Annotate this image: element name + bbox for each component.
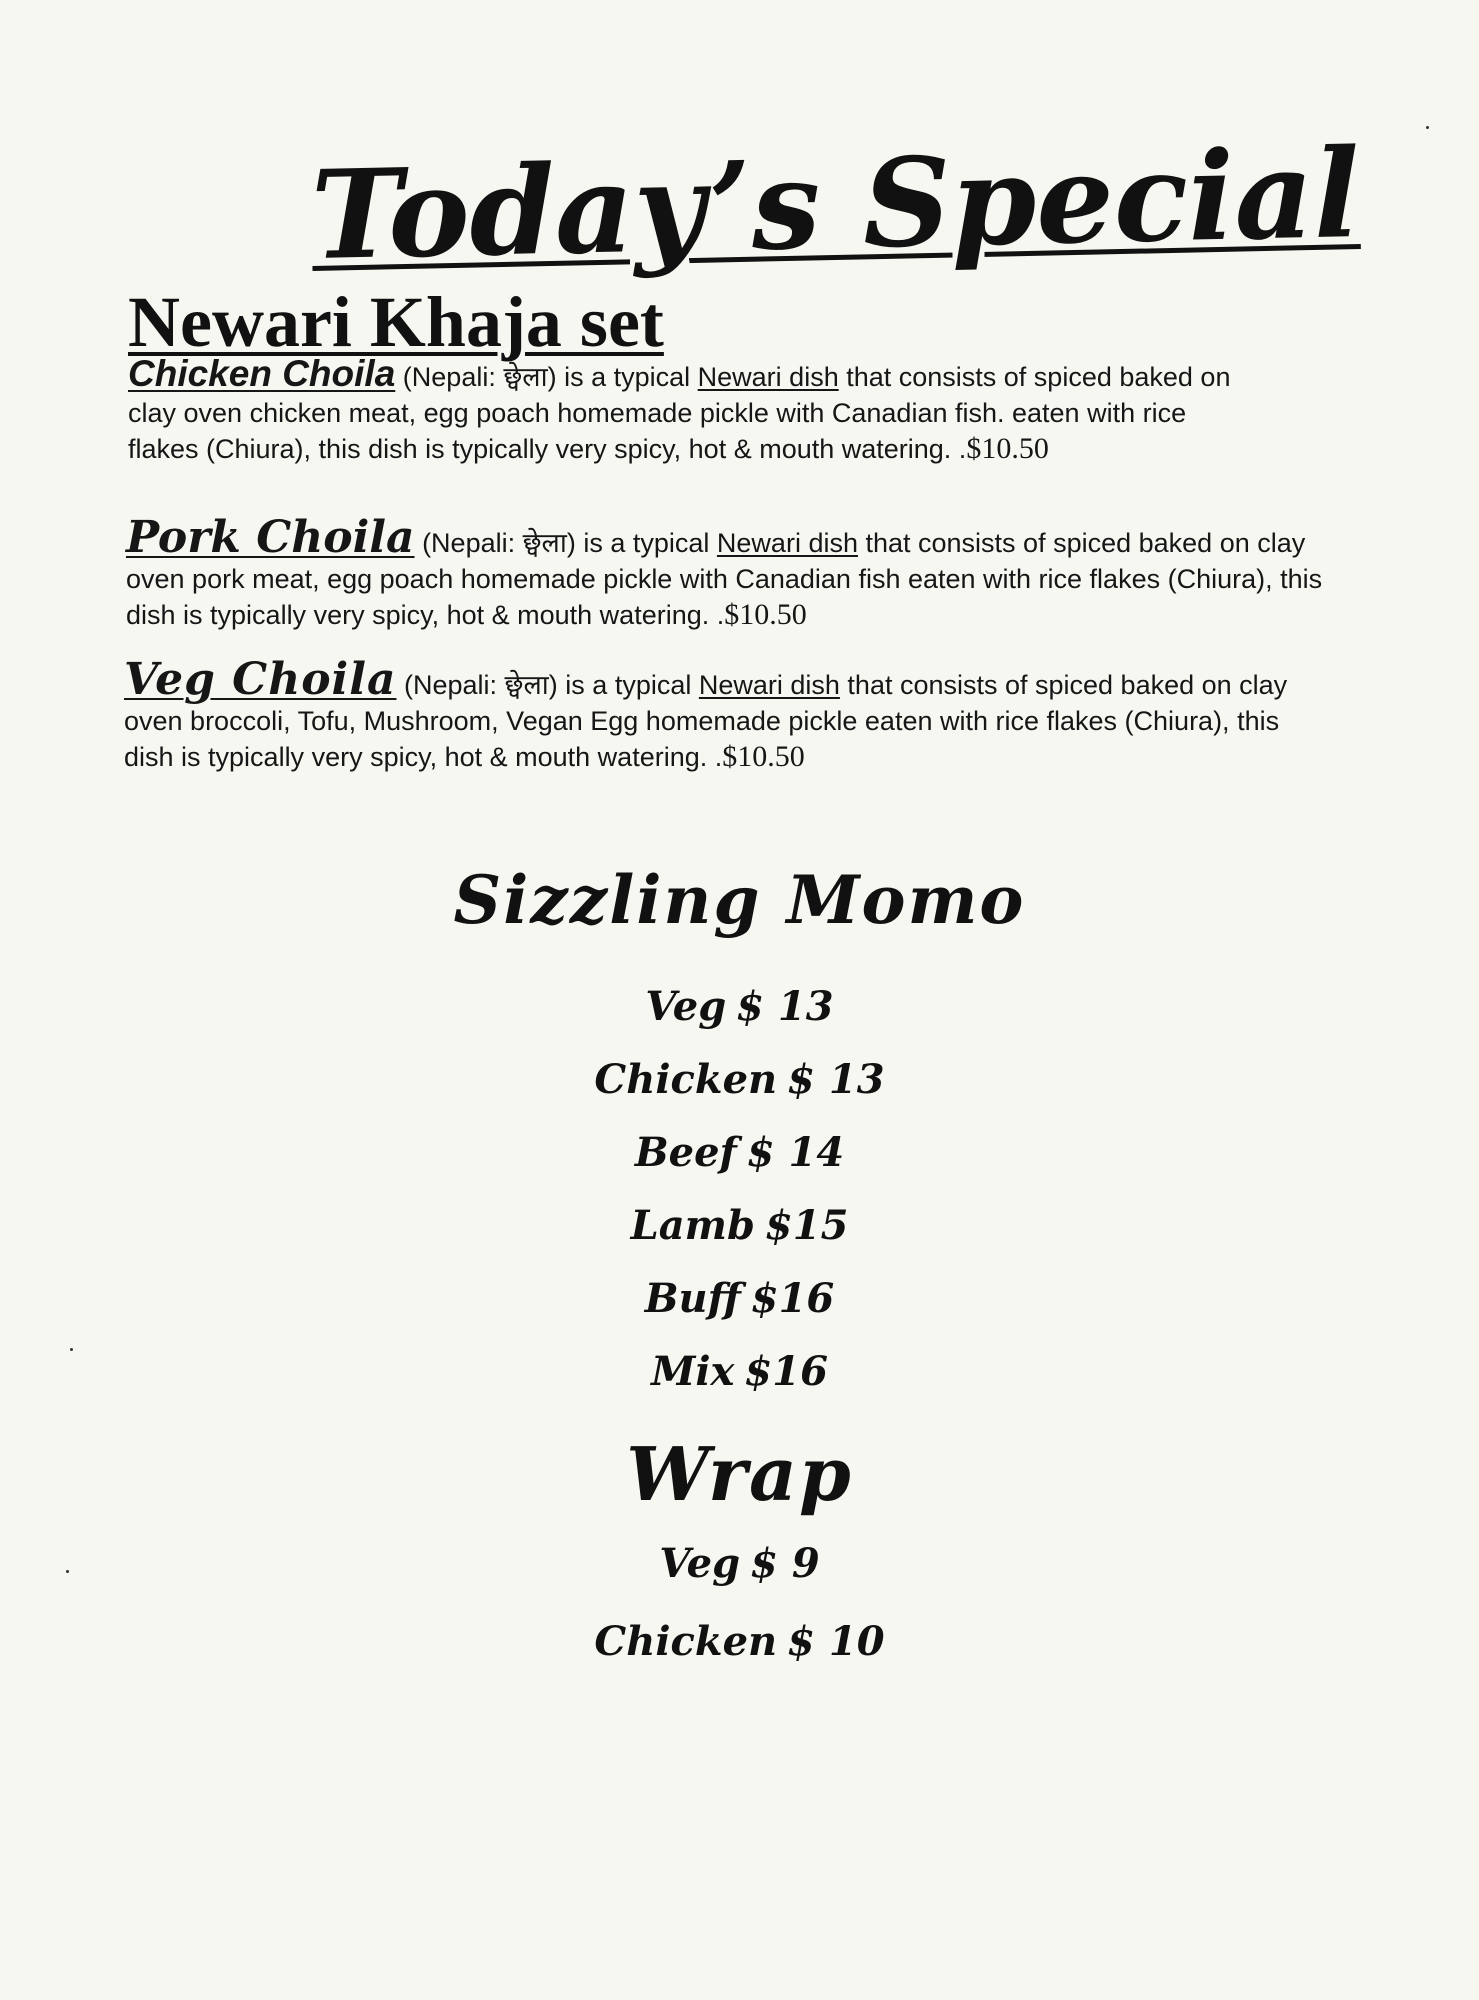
item-price: $10.50 (722, 740, 805, 773)
item-name: Veg (659, 1540, 741, 1587)
item-name: Chicken Choila (128, 353, 396, 394)
wrap-title: Wrap (626, 1432, 853, 1518)
item-text: is a typical (575, 528, 717, 558)
item-price: $ 14 (746, 1129, 845, 1176)
paper-speck (66, 1570, 69, 1573)
wrap-list (0, 1525, 1479, 1681)
item-description: that consists of spiced baked on clay oven broccoli, Tofu, Mushroom, Vegan Egg homemade pickle eaten with rice flakes (Chiura), this dish is typically very spicy, hot & mouth watering. . (124, 670, 1288, 772)
item-name: Beef (634, 1129, 737, 1176)
item-description: that consists of spiced baked on clay oven pork meat, egg poach homemade pickle with Canadian fish eaten with rice flakes (Chiura), this dish is typically very spicy, hot & mouth watering. . (126, 528, 1323, 630)
newari-dish-link[interactable]: Newari dish (697, 362, 839, 392)
item-name: Veg Choila (124, 654, 397, 705)
list-item (0, 970, 1479, 1043)
list-item (0, 1525, 1479, 1603)
item-price: $10.50 (966, 432, 1049, 465)
item-nepali: (Nepali: छ्वेला) (422, 528, 576, 558)
khaja-set-title: Newari Khaja set (128, 282, 664, 362)
list-item (0, 1603, 1479, 1681)
item-name: Lamb (630, 1202, 755, 1249)
item-name: Pork Choila (126, 512, 415, 563)
item-name: Mix (651, 1348, 735, 1395)
newari-dish-link[interactable]: Newari dish (716, 528, 858, 558)
item-price: $ 13 (787, 1056, 885, 1103)
item-price: $ 13 (736, 983, 834, 1030)
page-title: Today’s Special (309, 121, 1362, 287)
list-item (0, 1189, 1479, 1262)
list-item (0, 1116, 1479, 1189)
item-text: is a typical (556, 362, 698, 392)
paper-speck (70, 1348, 73, 1351)
item-nepali: (Nepali: छ्वेला) (404, 670, 558, 700)
item-price: $15 (764, 1202, 849, 1249)
item-name: Buff (644, 1275, 741, 1322)
item-description: that consists of spiced baked on clay oven chicken meat, egg poach homemade pickle with Canadian fish. eaten with rice flakes (Chiura), this dish is typically very spicy, hot & mouth watering. . (128, 362, 1231, 464)
khaja-item-veg-choila (124, 654, 1334, 775)
newari-dish-link[interactable]: Newari dish (698, 670, 840, 700)
list-item (0, 1043, 1479, 1116)
item-price: $ 10 (787, 1618, 885, 1665)
item-price: $16 (750, 1275, 835, 1322)
khaja-item-chicken-choila (128, 353, 1258, 467)
item-text: is a typical (557, 670, 699, 700)
item-name: Chicken (594, 1618, 778, 1665)
item-nepali: (Nepali: छ्वेला) (402, 362, 557, 392)
sizzling-momo-title: Sizzling Momo (453, 861, 1026, 939)
list-item (0, 1262, 1479, 1335)
item-name: Chicken (594, 1056, 778, 1103)
item-price: $10.50 (724, 598, 807, 631)
list-item (0, 1335, 1479, 1408)
item-price: $ 9 (750, 1540, 820, 1587)
khaja-item-pork-choila (126, 512, 1336, 633)
paper-speck (1426, 126, 1429, 129)
item-name: Veg (645, 983, 727, 1030)
sizzling-momo-list (0, 970, 1479, 1408)
item-price: $16 (744, 1348, 828, 1395)
